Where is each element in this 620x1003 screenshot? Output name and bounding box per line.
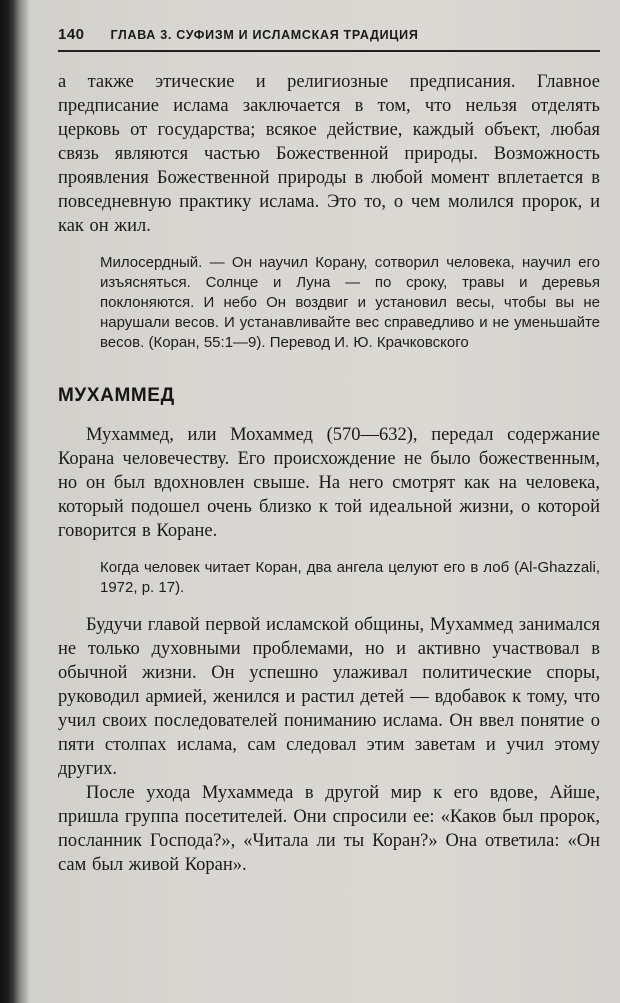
paragraph-islam-precepts: а также этические и религиозные предписания. Главное предписание ислама заключается в том, что нельзя отделять церковь от государства; всякое действие, каждый объект, любая связь являются частью Божественной природы. Возможность проявления Божественной природы в любой момент вплетается в повседневную практику ислама. Это то, о чем молился пророк, и как он жил. bbox=[58, 72, 600, 236]
section-heading-muhammad: МУХАММЕД bbox=[58, 385, 175, 406]
paragraph-aisha-story: После ухода Мухаммеда в другой мир к его вдове, Айше, пришла группа посетителей. Они спросили ее: «Каков был пророк, посланник Господа?», «Читала ли ты Коран?» Она ответила: «Он сам был живой Коран». bbox=[58, 783, 600, 875]
page-number: 140 bbox=[58, 26, 85, 43]
page-header bbox=[58, 0, 600, 52]
chapter-title: ГЛАВА 3. СУФИЗМ И ИСЛАМСКАЯ ТРАДИЦИЯ bbox=[110, 28, 419, 42]
koran-blockquote: Милосердный. — Он научил Корану, сотворил человека, научил его изъясняться. Солнце и Луна — по сроку, травы и деревья поклоняются. И небо Он воздвиг и установил весы, чтобы вы не нарушали весов. И устанавливайте вес справедливо и не уменьшайте весов. (Коран, 55:1—9). Перевод И. Ю. Крачковского bbox=[100, 254, 600, 351]
ghazzali-blockquote: Когда человек читает Коран, два ангела целуют его в лоб (Al-Ghazzali, 1972, p. 17). bbox=[100, 559, 600, 596]
page-body bbox=[58, 70, 600, 877]
paragraph-muhammad-life: Будучи главой первой исламской общины, Мухаммед занимался не только духовными проблемами, но и активно участвовал в обычной жизни. Он успешно улаживал политические споры, руководил армией, женился и растил детей — вдобавок к тому, что учил своих последователей пониманию ислама. Он ввел понятие о пяти столпах ислама, сам следовал этим заветам и учил этому других. bbox=[58, 615, 600, 779]
paragraph-muhammad-intro: Мухаммед, или Мохаммед (570—632), передал содержание Корана человечеству. Его происхождение не было божественным, но он был вдохновлен свыше. На него смотрят как на человека, который подошел очень близко к той идеальной жизни, о которой говорится в Коране. bbox=[58, 425, 600, 541]
scan-gutter-shadow bbox=[0, 0, 30, 1003]
